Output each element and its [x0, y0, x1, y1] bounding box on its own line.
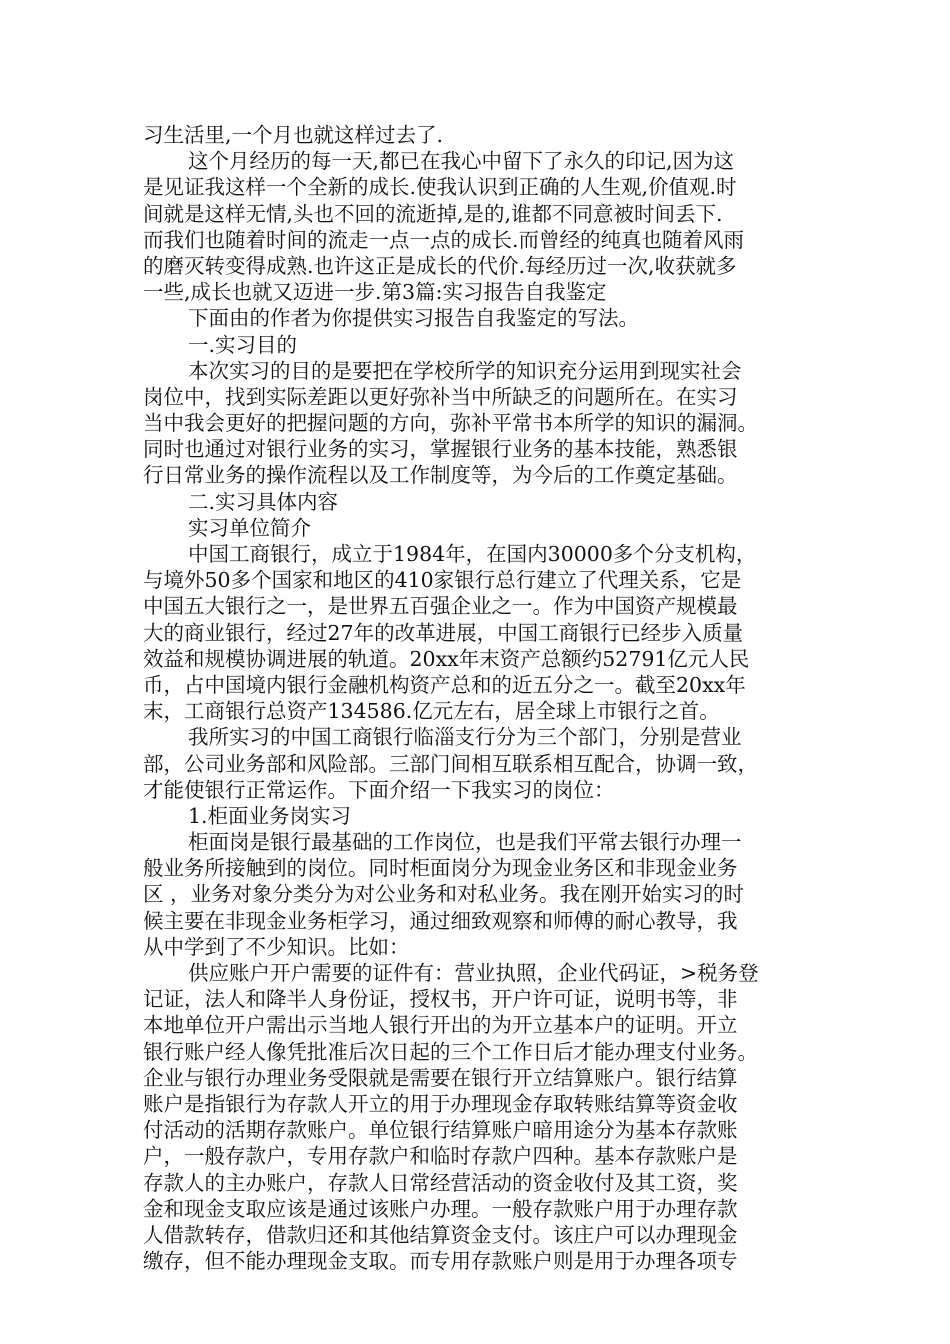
- text-line: 户，一般存款户，专用存款户和临时存款户四种。基本存款账户是: [143, 1144, 738, 1169]
- text-line: 我所实习的中国工商银行临淄支行分为三个部门，分别是营业: [188, 725, 742, 750]
- text-line: 间就是这样无情,头也不回的流逝掉,是的,谁都不同意被时间丢下.: [143, 201, 723, 226]
- text-line: 中国工商银行，成立于1984年，在国内30000多个分支机构，: [188, 542, 757, 566]
- text-line: 实习单位简介: [188, 515, 311, 540]
- text-line: 供应账户开户需要的证件有：营业执照，企业代码证，>税务登: [188, 961, 759, 985]
- text-line: 才能使银行正常运作。下面介绍一下我实习的岗位：: [143, 777, 615, 802]
- text-line: 账户是指银行为存款人开立的用于办理现金存取转账结算等资金收: [143, 1091, 738, 1116]
- text-line: 与境外50多个国家和地区的410家银行总行建立了代理关系，它是: [143, 568, 742, 593]
- text-line: 这个月经历的每一天,都已在我心中留下了永久的印记,因为这: [188, 149, 735, 174]
- text-line: 下面由的作者为你提供实习报告自我鉴定的写法。: [188, 306, 639, 331]
- text-line: 大的商业银行，经过27年的改革进展，中国工商银行已经步入质量: [143, 620, 744, 645]
- text-line: 二.实习具体内容: [188, 489, 339, 514]
- text-line: 付活动的活期存款账户。单位银行结算账户暗用途分为基本存款账: [143, 1118, 738, 1143]
- text-line: 中国五大银行之一，是世界五百强企业之一。作为中国资产规模最: [143, 594, 738, 619]
- text-line: 金和现金支取应该是通过该账户办理。一般存款账户用于办理存款: [143, 1196, 738, 1221]
- text-line: 企业与银行办理业务受限就是需要在银行开立结算账户。银行结算: [143, 1065, 738, 1090]
- text-line: 一.实习目的: [188, 332, 298, 357]
- text-line: 的磨灭转变得成熟.也许这正是成长的代价.每经历过一次,收获就多: [143, 253, 737, 278]
- text-line: 从中学到了不少知识。比如：: [143, 934, 410, 959]
- text-line: 行日常业务的操作流程以及工作制度等，为今后的工作奠定基础。: [143, 463, 738, 488]
- document-body: [143, 122, 808, 1274]
- text-line: 1.柜面业务岗实习: [188, 803, 352, 828]
- text-line: 部，公司业务部和风险部。三部门间相互联系相互配合，协调一致，: [143, 751, 758, 776]
- text-line: 缴存，但不能办理现金支取。而专用存款账户则是用于办理各项专: [143, 1249, 738, 1274]
- text-line: 币，占中国境内银行金融机构资产总和的近五分之一。截至20xx年: [143, 672, 746, 697]
- text-line: 效益和规模协调进展的轨道。20xx年末资产总额约52791亿元人民: [143, 646, 750, 671]
- text-line: 人借款转存，借款归还和其他结算资金支付。该庄户可以办理现金: [143, 1222, 738, 1247]
- text-line: 本地单位开户需出示当地人银行开出的为开立基本户的证明。开立: [143, 1013, 738, 1038]
- text-line: 习生活里,一个月也就这样过去了.: [143, 123, 444, 147]
- text-line: 当中我会更好的把握问题的方向，弥补平常书本所学的知识的漏洞。: [143, 411, 758, 436]
- text-line: 一些,成长也就又迈进一步.第3篇:实习报告自我鉴定: [143, 280, 607, 305]
- text-line: 记证，法人和降半人身份证，授权书，开户许可证，说明书等，非: [143, 987, 738, 1012]
- text-line: 存款人的主办账户，存款人日常经营活动的资金收付及其工资，奖: [143, 1170, 738, 1195]
- text-line: 是见证我这样一个全新的成长.使我认识到正确的人生观,价值观.时: [143, 175, 737, 200]
- text-line: 末，工商银行总资产134586.亿元左右，居全球上市银行之首。: [143, 699, 720, 724]
- text-line: 本次实习的目的是要把在学校所学的知识充分运用到现实社会: [188, 358, 742, 383]
- text-line: 同时也通过对银行业务的实习，掌握银行业务的基本技能，熟悉银: [143, 437, 738, 462]
- text-line: 而我们也随着时间的流走一点一点的成长.而曾经的纯真也随着风雨: [143, 227, 745, 252]
- text-line: 般业务所接触到的岗位。同时柜面岗分为现金业务区和非现金业务: [143, 856, 738, 881]
- text-line: 柜面岗是银行最基础的工作岗位，也是我们平常去银行办理一: [188, 830, 742, 855]
- text-line: 候主要在非现金业务柜学习，通过细致观察和师傅的耐心教导，我: [143, 908, 738, 933]
- text-line: 岗位中，找到实际差距以更好弥补当中所缺乏的问题所在。在实习: [143, 384, 738, 409]
- text-line: 区 ，业务对象分类分为对公业务和对私业务。我在刚开始实习的时: [143, 882, 745, 907]
- text-line: 银行账户经人像凭批准后次日起的三个工作日后才能办理支付业务。: [143, 1039, 758, 1064]
